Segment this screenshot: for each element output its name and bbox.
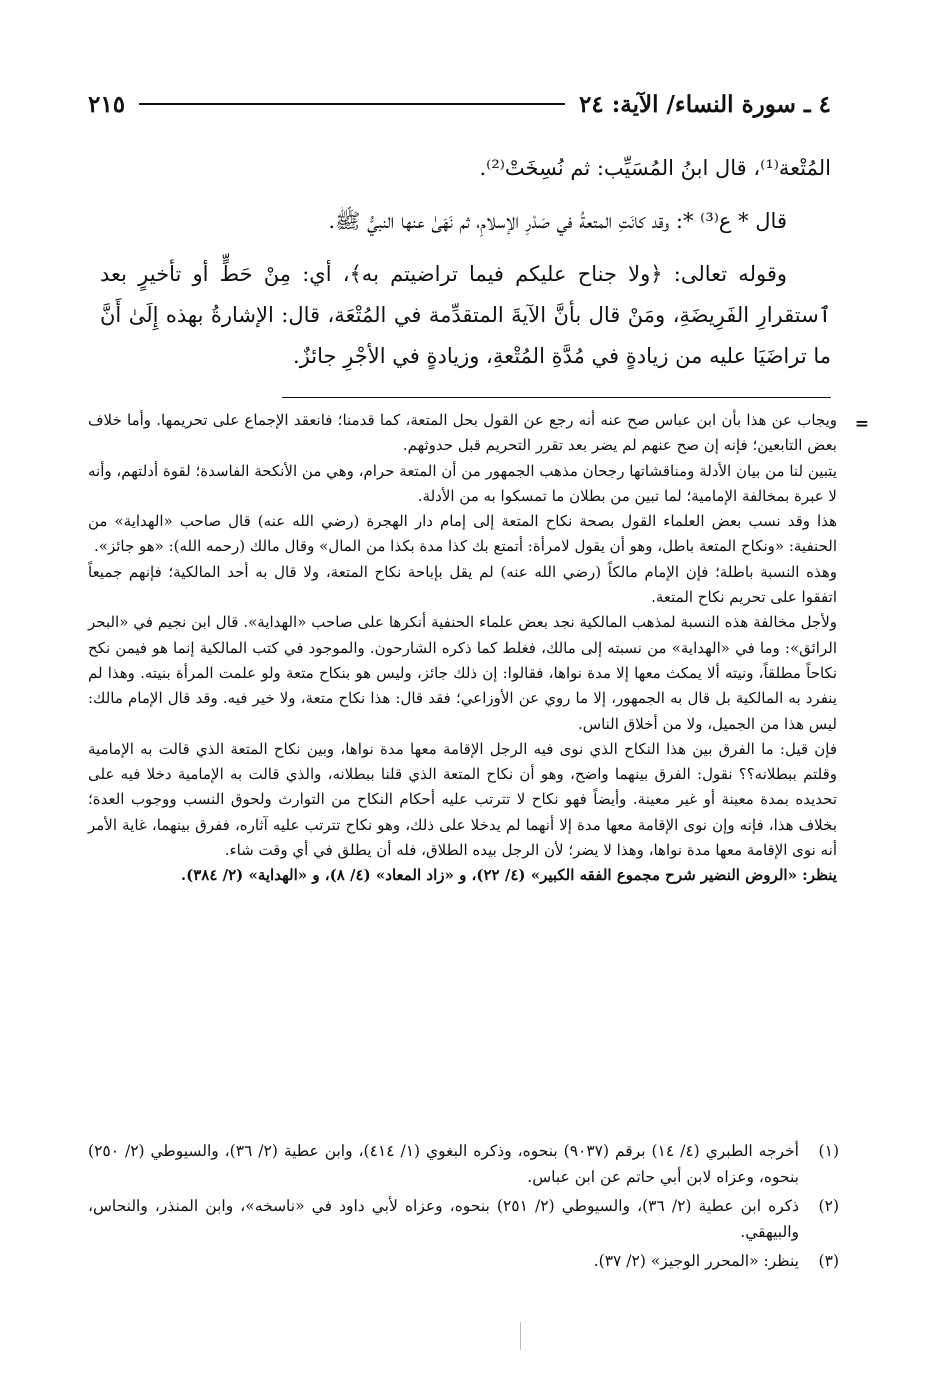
footnote-text: ذكره ابن عطية (٢/ ٣٦)، والسيوطي (٢/ ٢٥١) بنحوه، وعزاه لأبي داود في «ناسخه»، وابن المنذر، والنحاس، والبيهقي. — [88, 1197, 800, 1241]
running-head — [88, 86, 831, 122]
main-paragraph-3: وقوله تعالى: ﴿ولا جناح عليكم فيما تراضيتم به﴾، أي: مِنْ حَطٍّ أو تأخيرٍ بعد ٱستقرارِ الفَرِيضَةِ، ومَنْ قال بأنَّ الآيةَ المتقدِّمة في المُتْعَة، قال: الإشارةُ بهذه إِلَىٰ أَنَّ ما تراضَيَا عليه من زيادةٍ في مُدَّةِ المُتْعةِ، وزيادةٍ في الأجْرِ جائزٌ. — [100, 262, 831, 368]
footnote-number: (١) — [818, 1142, 839, 1160]
footnote-number: (٣) — [818, 1252, 839, 1270]
note-paragraph-2: يتبين لنا من بيان الأدلة ومناقشاتها رجحان مذهب الجمهور من أن المتعة حرام، وهي من الأنكحة الفاسدة؛ لقوة أدلتهم، وأنه لا عبرة بمخالفة الإمامية؛ لما تبين من بطلان ما تمسكوا به من الأدلة. — [88, 461, 837, 505]
footnote-text: ينظر: «المحرر الوجيز» (٢/ ٣٧). — [593, 1252, 799, 1270]
footnote-1 — [88, 1139, 839, 1190]
footnote-number: (٢) — [818, 1197, 839, 1215]
continued-footnote — [88, 408, 869, 889]
header-rule — [139, 103, 565, 105]
main-paragraph-2: قال * ع⁽³⁾ *: وقد كانَتِ المتعةُ في صَدْرِ الإسلامِ، ثم نَهَىٰ عنها النبيُّ ﷺ. — [328, 209, 787, 233]
main-paragraph-1: المُتْعة⁽¹⁾، قال ابنُ المُسَيِّب: ثم نُسِخَتْ⁽²⁾. — [479, 156, 831, 180]
page-number: ٢١٥ — [88, 90, 126, 118]
main-text — [100, 148, 831, 389]
footnote-text: أخرجه الطبري (٤/ ١٤) برقم (٩٠٣٧) بنحوه، وذكره البغوي (١/ ٤١٤)، وابن عطية (٢/ ٣٦)، والسيوطي (٢/ ٢٥٠) بنحوه، وعزاه لابن أبي حاتم عن ابن عباس. — [88, 1142, 799, 1186]
continued-footnote-body — [88, 408, 869, 889]
scan-mark — [520, 1322, 522, 1350]
footnote-3 — [88, 1249, 839, 1275]
note-paragraph-4: وهذه النسبة باطلة؛ فإن الإمام مالكاً (رضي الله عنه) لم يقل بإباحة نكاح المتعة، ولا قال به أحد المالكية؛ فإنهم جميعاً اتفقوا على تحريم نكاح المتعة. — [88, 562, 837, 607]
chapter-title: ٤ ـ سورة النساء/ الآية: ٢٤ — [579, 90, 831, 118]
note-paragraph-7: ينظر: «الروض النضير شرح مجموع الفقه الكبير» (٤/ ٢٢)، و «زاد المعاد» (٤/ ٨)، و «الهداية» (٢/ ٣٨٤). — [180, 866, 837, 885]
continuation-mark: = — [854, 414, 869, 434]
footnote-2 — [88, 1194, 839, 1245]
footnotes — [88, 1135, 839, 1275]
note-paragraph-3: هذا وقد نسب بعض العلماء القول بصحة نكاح المتعة إلى إمام دار الهجرة (رضي الله عنه) قال صاحب «الهداية» من الحنفية: «ونكاح المتعة باطل، وهو أن يقول لامرأة: أتمتع بك كذا مدة بكذا من المال» وقال مالك (رحمه الله): «هو جائز». — [88, 512, 837, 556]
note-paragraph-1: ويجاب عن هذا بأن ابن عباس صح عنه أنه رجع عن القول بحل المتعة، كما قدمنا؛ فانعقد الإجماع على تحريمها. وأما خلاف بعض التابعين؛ فإنه إن صح عنهم لم يضر بعد تقرر التحريم قبل حدوثهم. — [88, 411, 837, 455]
note-paragraph-6: فإن قيل: ما الفرق بين هذا النكاح الذي نوى فيه الرجل الإقامة معها مدة نواها، وبين نكاح المتعة الذي قالت به الإمامية وقلتم ببطلانه؟؟ نقول: الفرق بينهما واضح، وهو أن نكاح المتعة الذي قلنا ببطلانه، والذي قالت به الإمامية دخلا فيه على تحديده بمدة معينة أو غير معينة. وأيضاً فهو نكاح لا تترتب عليه أحكام النكاح من التوارث ولحوق النسب ووجوب العدة؛ بخلاف هذا، فإنه وإن نوى الإقامة معها مدة إلا أنهما لم يدخلا على ذلك، وهو نكاح تترتب عليه آثاره، ففرق بينهما، غاية الأمر أنه نوى الإقامة معها مدة نواها، وهذا لا يضر؛ لأن الرجل بيده الطلاق، فله أن يطلق في أي وقت شاء. — [88, 739, 837, 860]
footnote-separator — [282, 397, 831, 398]
note-paragraph-5: ولأجل مخالفة هذه النسبة لمذهب المالكية نجد بعض علماء الحنفية أنكرها على صاحب «الهداية». قال ابن نجيم في «البحر الرائق»: وما في «الهداية» من نسبته إلى مالك، فغلط كما ذكره الشارحون. والموجود في كتب المالكية إنما هو فيمن نكح نكاحاً مطلقاً، ونيته ألا يمكث معها إلا مدة نواها، فقالوا: إن ذلك جائز، وليس هو بنكاح متعة ولو علمت المرأة بنيته. وهذا لم ينفرد به المالكية بل قال به الجمهور، إلا ما روي عن الأوزاعي؛ فقد قال: هذا نكاح متعة، ولا خير فيه. وقد قال الإمام مالك: ليس هذا من الجميل، ولا من أخلاق الناس. — [88, 613, 837, 733]
